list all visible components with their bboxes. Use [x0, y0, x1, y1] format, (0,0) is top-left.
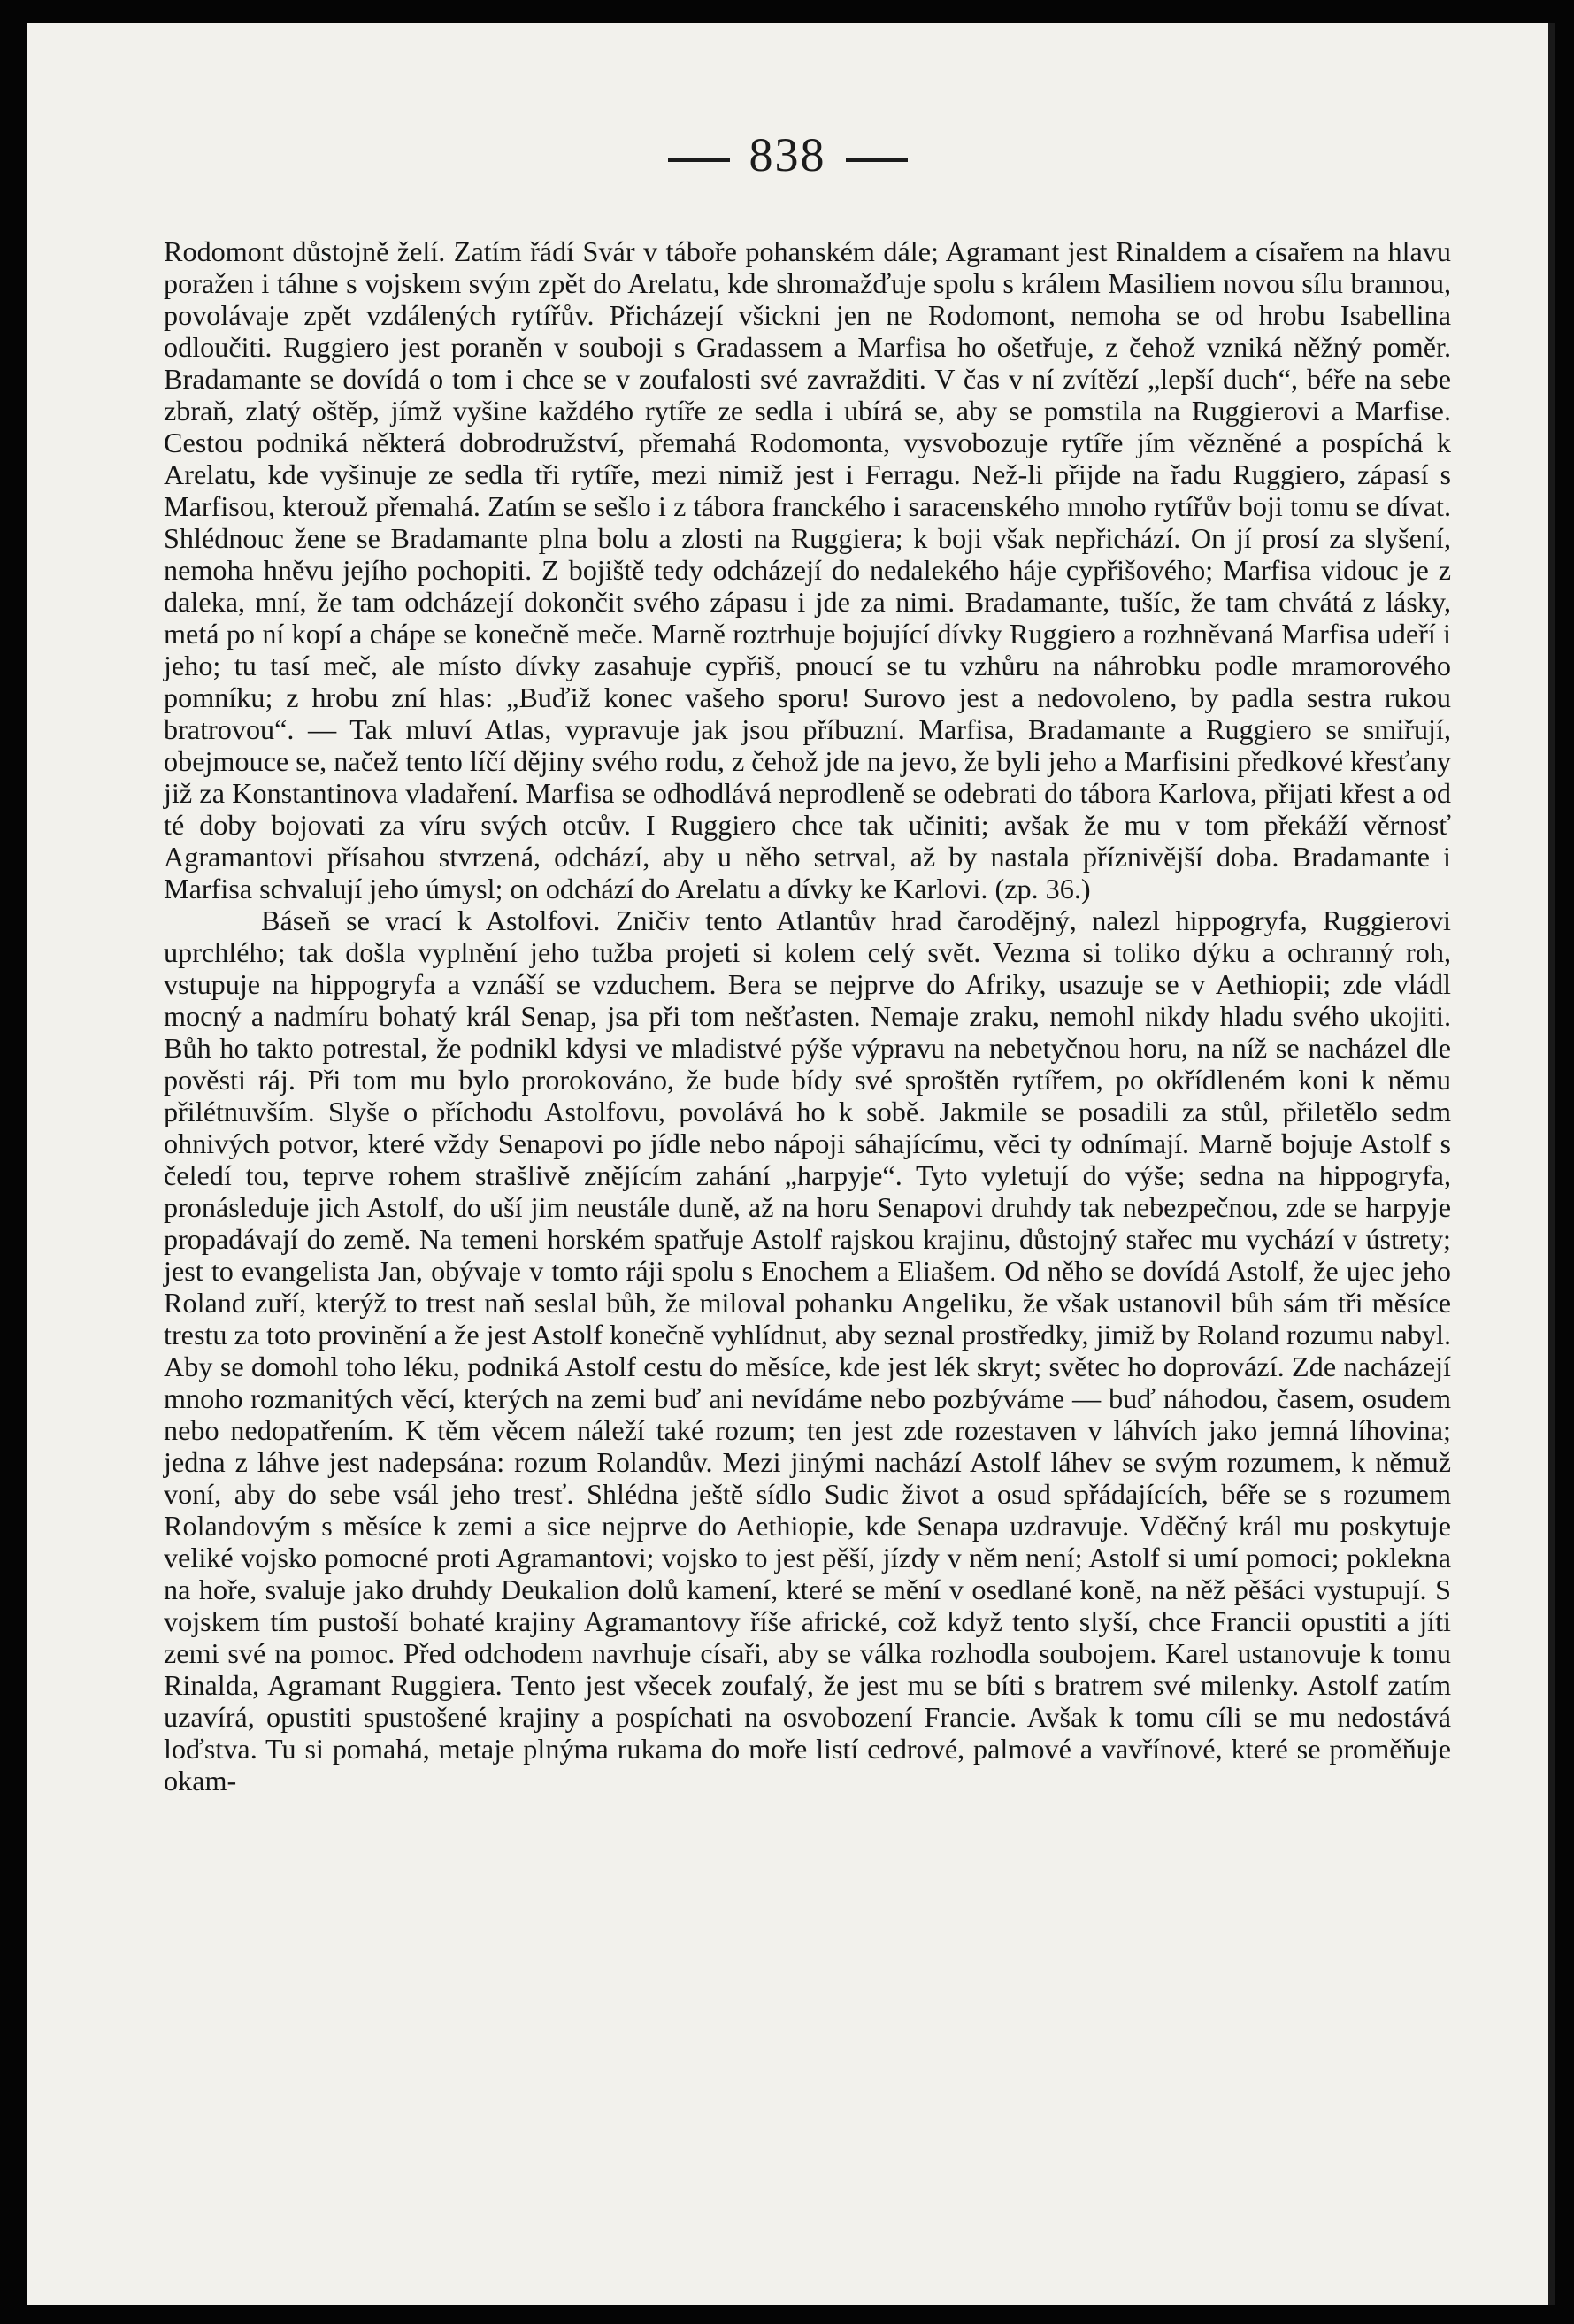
page-number-header	[27, 127, 1548, 182]
left-dash	[668, 158, 730, 162]
paragraph-2: Báseň se vrací k Astolfovi. Zničiv tento Atlantův hrad čarodějný, nalezl hippogryfa, Ruggierovi uprchlého; tak došla vyplnění jeho tužba projeti si kolem celý svět. Vezma si toliko dýku a ochranný roh, vstupuje na hippogryfa a vznáší se vzduchem. Bera se nejprve do Afriky, usazuje se v Aethiopii; zde vládl mocný a nadmíru bohatý král Senap, jsa při tom nešťasten. Nemaje zraku, nemohl nikdy hladu svého ukojiti. Bůh ho takto potrestal, že podnikl kdysi ve mladistvé pýše výpravu na nebetyčnou horu, na níž se nacházel dle pověsti ráj. Při tom mu bylo prorokováno, že bude bídy své sproštěn rytířem, po okřídleném koni k němu přilétnuvším. Slyše o příchodu Astolfovu, povolává ho k sobě. Jakmile se posadili za stůl, přiletělo sedm ohnivých potvor, které vždy Senapovi po jídle nebo nápoji sáhajícímu, věci ty odnímají. Marně bojuje Astolf s čeledí tou, teprve rohem strašlivě znějícím zahání „harpyje“. Tyto vyletují do výše; sedna na hippogryfa, pronásleduje jich Astolf, do uší jim neustále duně, až na horu Senapovi druhdy tak nebezpečnou, zde se harpyje propadávají do země. Na temeni horském spatřuje Astolf rajskou krajinu, důstojný stařec mu vychází v ústrety; jest to evangelista Jan, obývaje v tomto ráji spolu s Enochem a Eliašem. Od něho se dovídá Astolf, že ujec jeho Roland zuří, kterýž to trest naň seslal bůh, že miloval pohanku Angeliku, že však ustanovil bůh sám tři měsíce trestu za toto provinění a že jest Astolf konečně vyhlídnut, aby seznal prostředky, jimiž by Roland rozumu nabyl. Aby se domohl toho léku, podniká Astolf cestu do měsíce, kde jest lék skryt; světec ho doprovází. Zde nacházejí mnoho rozmanitých věcí, kterých na zemi buď ani nevídáme nebo pozbýváme — buď náhodou, časem, osudem nebo nedopatřením. K těm věcem náleží také rozum; ten jest zde rozestaven v láhvích jako jemná líhovina; jedna z láhve jest nadepsána: rozum Rolandův. Mezi jinými nachází Astolf láhev se svým rozumem, k němuž voní, aby do sebe vsál jeho tresť. Shlédna ještě sídlo Sudic život a osud spřádajících, béře se s rozumem Rolandovým s měsíce k zemi a sice nejprve do Aethiopie, kde Senapa uzdravuje. Vděčný král mu poskytuje veliké vojsko pomocné proti Agramantovi; vojsko to jest pěší, jízdy v něm není; Astolf si umí pomoci; poklekna na hoře, svaluje jako druhdy Deukalion dolů kamení, které se mění v osedlané koně, na něž pěšáci vystupují. S vojskem tím pustoší bohaté krajiny Agramantovy říše africké, což když tento slyší, chce Francii opustiti a jíti zemi své na pomoc. Před odchodem navrhuje císaři, aby se válka rozhodla soubojem. Karel ustanovuje k tomu Rinalda, Agramant Ruggiera. Tento jest všecek zoufalý, že jest mu se bíti s bratrem své milenky. Astolf zatím uzavírá, opustiti spustošené krajiny a pospíchati na osvobození Francie. Avšak k tomu cíli se mu nedostává loďstva. Tu si pomahá, metaje plnýma rukama do moře listí cedrové, palmové a vavřínové, které se proměňuje okam-	[164, 904, 1451, 1797]
paragraph-1: Rodomont důstojně želí. Zatím řádí Svár v táboře pohanském dále; Agramant jest Rinaldem a císařem na hlavu poražen i táhne s vojskem svým zpět do Arelatu, kde shromažďuje spolu s králem Masiliem novou sílu brannou, povolávaje zpět vzdálených rytířův. Přicházejí všickni jen ne Rodomont, nemoha se od hrobu Isabellina odloučiti. Ruggiero jest poraněn v souboji s Gradassem a Marfisa ho ošetřuje, z čehož vzniká něžný poměr. Bradamante se dovídá o tom i chce se v zoufalosti své zavražditi. V čas v ní zvítězí „lepší duch“, béře na sebe zbraň, zlatý oštěp, jímž vyšine každého rytíře ze sedla i ubírá se, aby se pomstila na Ruggierovi a Marfise. Cestou podniká některá dobrodružství, přemahá Rodomonta, vysvobozuje rytíře jím vězněné a pospíchá k Arelatu, kde vyšinuje ze sedla tři rytíře, mezi nimiž jest i Ferragu. Než-li přijde na řadu Ruggiero, zápasí s Marfisou, kterouž přemahá. Zatím se sešlo i z tábora franckého i saracenského mnoho rytířův boji tomu se dívat. Shlédnouc žene se Bradamante plna bolu a zlosti na Ruggiera; k boji však nepřichází. On jí prosí za slyšení, nemoha hněvu jejího pochopiti. Z bojiště tedy odcházejí do nedalekého háje cypřišového; Marfisa vidouc je z daleka, mní, že tam odcházejí dokončit svého zápasu i jde za nimi. Bradamante, tušíc, že tam chvátá z lásky, metá po ní kopí a chápe se konečně meče. Marně roztrhuje bojující dívky Ruggiero a rozhněvaná Marfisa udeří i jeho; tu tasí meč, ale místo dívky zasahuje cypřiš, pnoucí se tu vzhůru na náhrobku podle mramorového pomníku; z hrobu zní hlas: „Buďiž konec vašeho sporu! Surovo jest a nedovoleno, by padla sestra rukou bratrovou“. — Tak mluví Atlas, vypravuje jak jsou příbuzní. Marfisa, Bradamante a Ruggiero se smiřují, obejmouce se, načež tento líčí dějiny svého rodu, z čehož jde na jevo, že byli jeho a Marfisini předkové křesťany již za Konstantinova vladaření. Marfisa se odhodlává neprodleně se odebrati do tábora Karlova, přijati křest a od té doby bojovati za víru svých otcův. I Ruggiero chce tak učiniti; avšak že mu v tom překáží věrnosť Agramantovi přísahou stvrzená, odchází, aby u něho setrval, až by nastala příznivější doba. Bradamante i Marfisa schvalují jeho úmysl; on odchází do Arelatu a dívky ke Karlovi. (zp. 36.)	[164, 235, 1451, 904]
book-page	[27, 23, 1555, 2305]
body-text	[164, 235, 1451, 1797]
right-dash	[846, 158, 908, 162]
page-number: 838	[749, 128, 826, 181]
